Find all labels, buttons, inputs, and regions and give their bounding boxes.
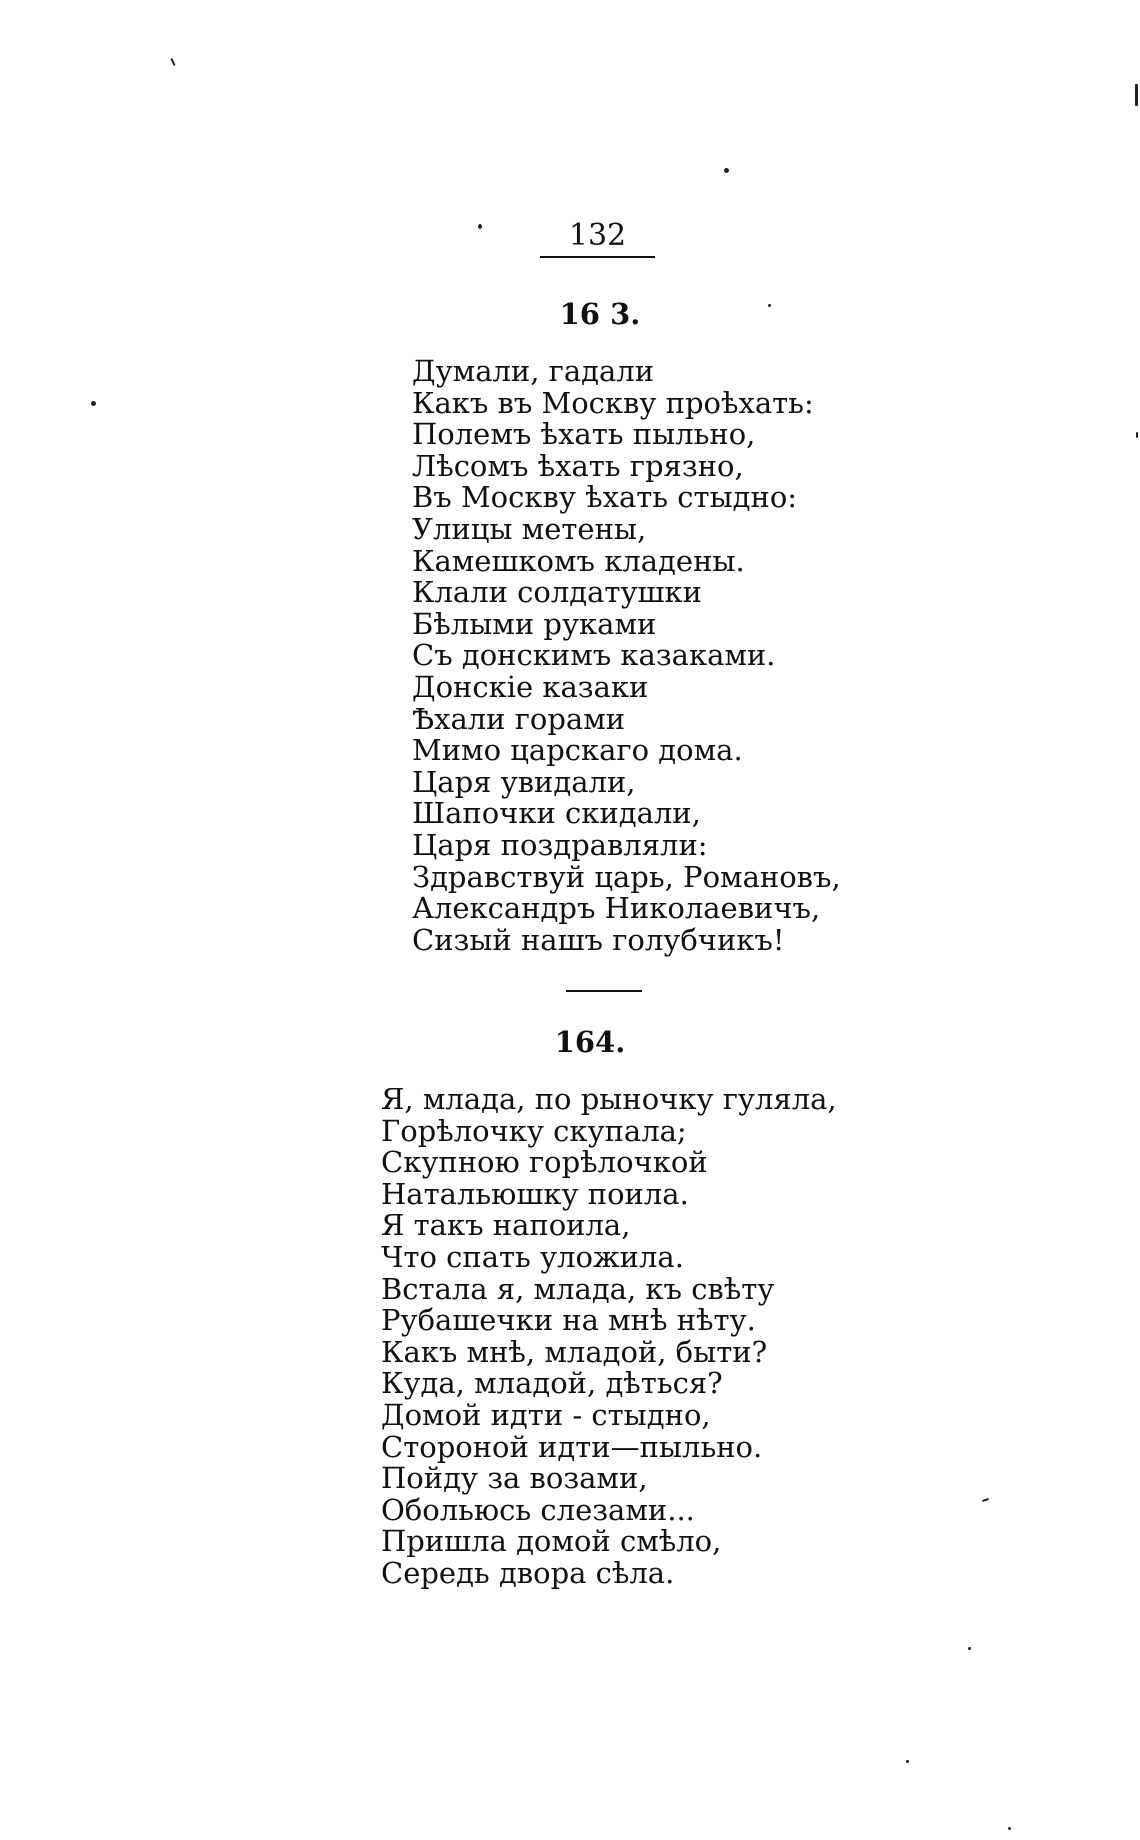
poem-line: Въ Москву ѣхать стыдно: xyxy=(412,480,798,515)
scan-speck xyxy=(982,1498,989,1502)
poem-line: Мимо царскаго дома. xyxy=(412,733,743,768)
poem-line: Что спать уложила. xyxy=(381,1239,684,1274)
page-number: 132 xyxy=(568,218,627,253)
poem-lines xyxy=(381,1084,837,1590)
poem-line: Александръ Николаевичъ, xyxy=(412,891,821,926)
poem-line: Съ донскимъ казаками. xyxy=(412,638,776,673)
poem-line: Какъ мнѣ, младой, быти? xyxy=(381,1334,768,1369)
scan-speck xyxy=(906,1760,909,1763)
poem-line: Бѣлыми руками xyxy=(412,606,657,641)
poem-line: Камешкомъ кладены. xyxy=(412,543,745,578)
scan-speck xyxy=(91,401,96,406)
poem-line: Царя поздравляли: xyxy=(412,827,708,862)
poem-number: 164. xyxy=(554,1025,626,1059)
poem-line: Клали солдатушки xyxy=(412,575,702,610)
poem-line: Горѣлочку скупала; xyxy=(381,1113,687,1148)
poem-line: Лѣсомъ ѣхать грязно, xyxy=(412,448,744,483)
poem-line: Донскіе казаки xyxy=(412,669,649,704)
poem-line: Улицы метены, xyxy=(412,511,647,546)
poem-line: Стороной идти—пыльно. xyxy=(381,1429,763,1464)
poem-line: Думали, гадали xyxy=(412,354,655,388)
poem-line: Натальюшку поила. xyxy=(381,1176,689,1211)
poem-line: Середь двора сѣла. xyxy=(381,1555,675,1590)
poem-line: Царя увидали, xyxy=(412,764,636,799)
poem-line: Встала я, млада, къ свѣту xyxy=(381,1271,775,1306)
poem-separator xyxy=(566,990,642,992)
poem-line: Полемъ ѣхать пыльно, xyxy=(412,417,756,452)
poem-line: Ѣхали горами xyxy=(412,701,626,736)
poem-line: Пришла домой смѣло, xyxy=(381,1524,722,1559)
scan-speck xyxy=(170,58,175,66)
scan-speck xyxy=(1136,432,1138,438)
poem-line: Домой идти - стыдно, xyxy=(381,1397,711,1432)
poem-line: Здравствуй царь, Романовъ, xyxy=(412,859,841,894)
scan-speck xyxy=(968,1647,971,1650)
poem-lines xyxy=(412,356,841,956)
poem-line: Я такъ напоила, xyxy=(381,1208,631,1243)
scan-speck xyxy=(478,224,482,229)
scan-speck xyxy=(724,168,729,173)
poem-line: Обольюсь слезами... xyxy=(381,1492,695,1527)
poem-line: Скупною горѣлочкой xyxy=(381,1145,708,1180)
poem-line: Какъ въ Москву проѣхать: xyxy=(412,385,814,420)
poem-line: Я, млада, по рыночку гуляла, xyxy=(381,1082,837,1116)
poem-line: Куда, младой, дѣться? xyxy=(381,1366,723,1401)
page-number-rule xyxy=(540,256,655,258)
poem-line: Шапочки скидали, xyxy=(412,796,701,831)
poem-number: 16 3. xyxy=(559,297,641,331)
poem-line: Пойду за возами, xyxy=(381,1461,648,1496)
scan-speck xyxy=(1135,84,1138,106)
scan-speck xyxy=(1008,1827,1011,1830)
poem-line: Сизый нашъ голубчикъ! xyxy=(412,922,785,957)
scan-speck xyxy=(768,304,771,307)
poem-line: Рубашечки на мнѣ нѣту. xyxy=(381,1303,756,1338)
